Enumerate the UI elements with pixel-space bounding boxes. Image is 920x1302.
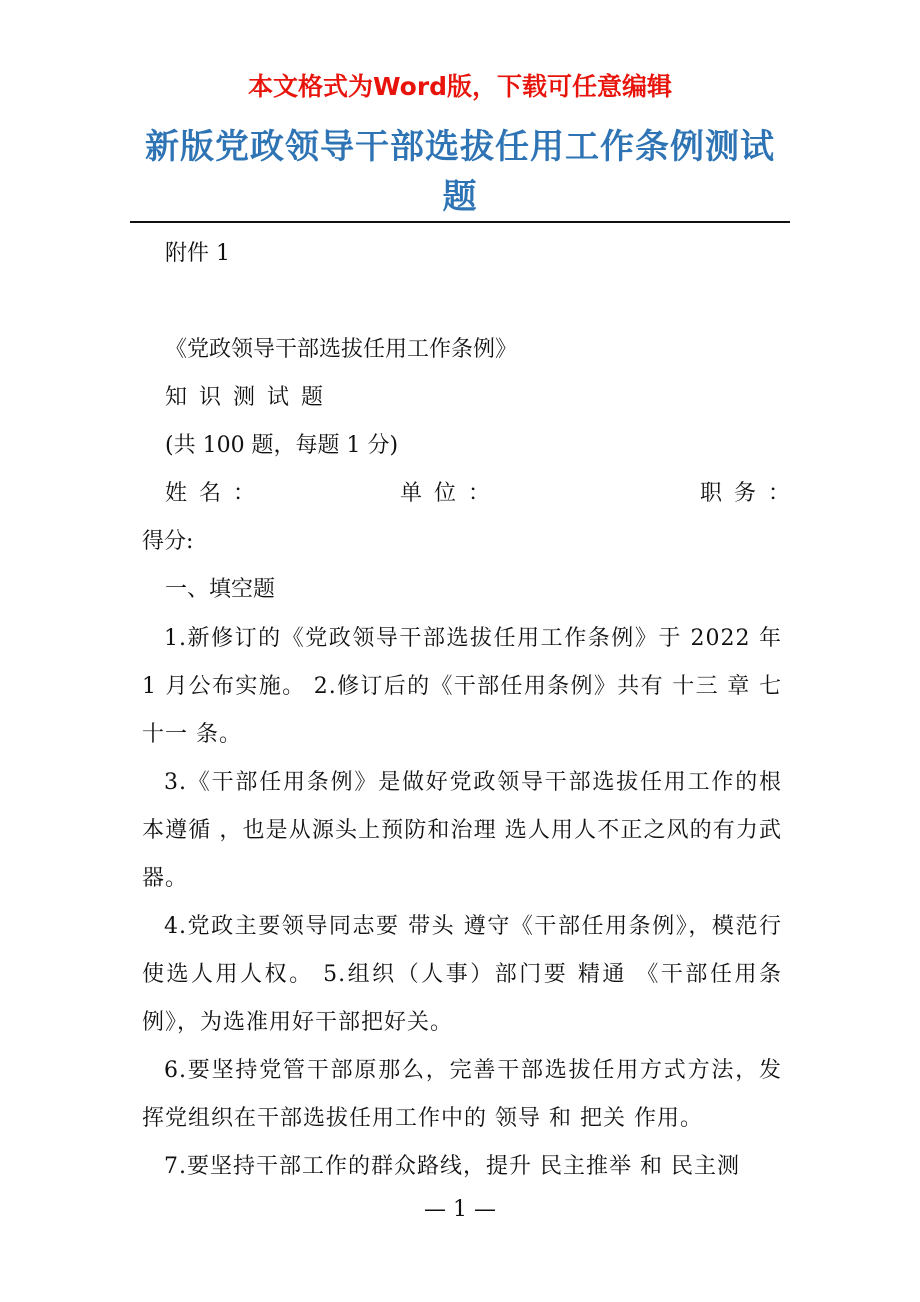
question-paragraph: 4.党政主要领导同志要 带头 遵守《干部任用条例》，模范行使选人用人权。 5.组织（人事）部门要 精通 《干部任用条例》，为选准用好干部把好关。 [142, 914, 782, 1035]
total-info: (共 100 题，每题 1 分) [165, 433, 399, 458]
attachment-label: 附件 1 [165, 241, 230, 266]
test-title: 知识测试题 [165, 385, 336, 410]
unit-field-label: 单位： [400, 481, 503, 506]
question-paragraph: 3.《干部任用条例》是做好党政领导干部选拔任用工作的根本遵循 ，也是从源头上预防和治理 选人用人不正之风的有力武器。 [142, 770, 782, 891]
score-field-label: 得分: [142, 529, 194, 554]
title-divider [130, 221, 790, 223]
regulation-name: 《党政领导干部选拔任用工作条例》 [165, 337, 518, 362]
document-title: 新版党政领导干部选拔任用工作条例测试题 [145, 127, 775, 217]
page-number: — 1 — [424, 1197, 496, 1222]
name-field-label: 姓名： [165, 481, 268, 506]
question-paragraph: 1.新修订的《党政领导干部选拔任用工作条例》于 2022 年 1 月公布实施。 2.修订后的《干部任用条例》共有 十三 章 七十一 条。 [142, 626, 782, 747]
section-heading: 一、填空题 [165, 577, 276, 602]
question-paragraph: 7.要坚持干部工作的群众路线，提升 民主推举 和 民主测 [164, 1154, 740, 1179]
download-notice: 本文格式为Word版，下载可任意编辑 [247, 72, 673, 101]
position-field-label: 职务： [700, 481, 803, 506]
question-paragraph: 6.要坚持党管干部原那么，完善干部选拔任用方式方法，发挥党组织在干部选拔任用工作中的 领导 和 把关 作用。 [142, 1058, 782, 1131]
